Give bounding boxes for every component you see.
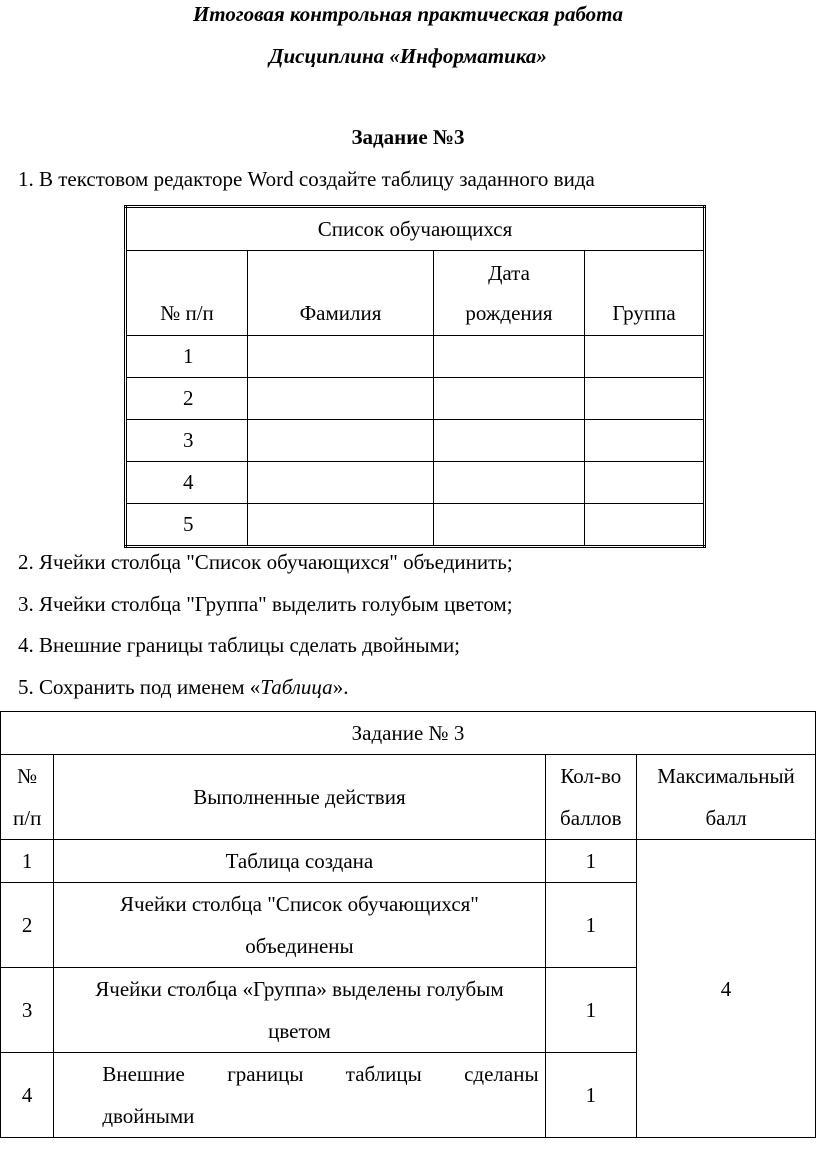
cell-surname: [248, 504, 434, 547]
grading-max-score: 4: [637, 840, 816, 1138]
grading-row-action: Ячейки столбца «Группа» выделены голубым цветом: [54, 968, 545, 1053]
row-number: 2: [126, 378, 248, 420]
grading-row-num: 2: [1, 883, 54, 968]
table-row: [126, 336, 705, 378]
grading-col-actions: Выполненные действия: [54, 755, 545, 840]
task-step-3: 3. Ячейки столбца "Группа" выделить голубым цветом;: [18, 592, 513, 616]
col-header-birthdate: Дата рождения: [434, 251, 585, 336]
col-header-num: № п/п: [126, 251, 248, 336]
cell-group: [585, 378, 705, 420]
students-table-merged-header: Список обучающихся: [126, 207, 705, 251]
task-step-2: 2. Ячейки столбца "Список обучающихся" объединить;: [18, 550, 513, 574]
cell-birthdate: [434, 420, 585, 462]
cell-surname: [248, 462, 434, 504]
grading-row-action: Внешние границы таблицы сделаны двойными: [54, 1053, 545, 1138]
row-number: 1: [126, 336, 248, 378]
students-table: [124, 205, 706, 548]
col-header-surname: Фамилия: [248, 251, 434, 336]
cell-group: [585, 504, 705, 547]
grading-table: [0, 711, 816, 1138]
cell-surname: [248, 336, 434, 378]
grading-row-points: 1: [545, 968, 637, 1053]
cell-birthdate: [434, 336, 585, 378]
table-row: [126, 462, 705, 504]
row-number: 4: [126, 462, 248, 504]
cell-birthdate: [434, 504, 585, 547]
row-number: 5: [126, 504, 248, 547]
grading-row-points: 1: [545, 883, 637, 968]
cell-group: [585, 462, 705, 504]
grading-col-max: Максимальный балл: [637, 755, 816, 840]
grading-col-num: № п/п: [1, 755, 54, 840]
col-header-group: Группа: [585, 251, 705, 336]
table-row: [1, 840, 816, 883]
grading-row-num: 3: [1, 968, 54, 1053]
table-row: [126, 420, 705, 462]
task-heading: Задание №3: [351, 125, 465, 149]
task-step-1: 1. В текстовом редакторе Word создайте таблицу заданного вида: [18, 167, 595, 191]
cell-group: [585, 336, 705, 378]
table-row: [126, 378, 705, 420]
table-row: [126, 504, 705, 547]
document-subtitle: Дисциплина «Информатика»: [269, 44, 547, 68]
task-step-4: 4. Внешние границы таблицы сделать двойными;: [18, 633, 461, 657]
grading-row-num: 1: [1, 840, 54, 883]
row-number: 3: [126, 420, 248, 462]
grading-row-action: Ячейки столбца "Список обучающихся" объединены: [54, 883, 545, 968]
grading-row-action: Таблица создана: [54, 840, 545, 883]
cell-group: [585, 420, 705, 462]
grading-col-points: Кол-во баллов: [545, 755, 637, 840]
task-step-5: 5. Сохранить под именем «Таблица».: [18, 675, 349, 699]
cell-surname: [248, 420, 434, 462]
document-title: Итоговая контрольная практическая работа: [192, 2, 624, 26]
cell-surname: [248, 378, 434, 420]
cell-birthdate: [434, 462, 585, 504]
grading-row-points: 1: [545, 1053, 637, 1138]
cell-birthdate: [434, 378, 585, 420]
grading-row-num: 4: [1, 1053, 54, 1138]
grading-row-points: 1: [545, 840, 637, 883]
grading-table-title: Задание № 3: [1, 712, 816, 755]
